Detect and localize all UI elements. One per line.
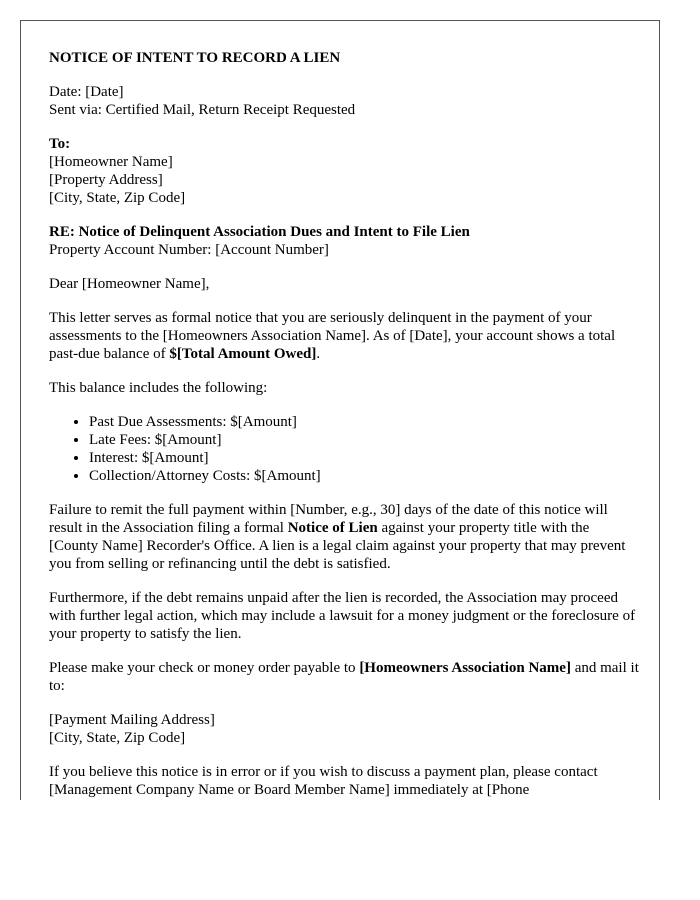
payment-mailing-address: [Payment Mailing Address] <box>49 712 215 728</box>
payment-city-state-zip: [City, State, Zip Code] <box>49 730 186 746</box>
letter-title: NOTICE OF INTENT TO RECORD A LIEN <box>49 50 341 66</box>
list-item: • Interest: $[Amount] <box>89 449 639 467</box>
paragraph-legal-action: Furthermore, if the debt remains unpaid after the lien is recorded, the Association may proceed with further legal action, which may include a lawsuit for a money judgment or the foreclosure of your property to satisfy the lien. <box>49 590 636 642</box>
paragraph-lien-warning-before: Failure to remit the full payment within [Number, e.g., 30] days of the date of this notice will result in the Association filing a formal <box>49 502 608 536</box>
paragraph-delinquency-text: This letter serves as formal notice that you are seriously delinquent in the payment of your assessments to the [Homeowners Association Name]. As of [Date], your account shows a total past-due balance of <box>49 310 616 362</box>
paragraph-payment-before: Please make your check or money order payable to <box>49 660 360 676</box>
payee-name: [Homeowners Association Name] <box>359 660 571 676</box>
recipient-address: [Property Address] <box>49 172 163 188</box>
re-line: RE: Notice of Delinquent Association Dues and Intent to File Lien <box>49 224 470 240</box>
document-page <box>20 20 660 800</box>
list-item: • Past Due Assessments: $[Amount] <box>89 413 639 431</box>
paragraph-lien-warning <box>49 501 639 573</box>
paragraph-payment-instructions <box>49 659 639 695</box>
list-item: • Late Fees: $[Amount] <box>89 431 639 449</box>
reference-block <box>49 223 639 259</box>
recipient-city-state-zip: [City, State, Zip Code] <box>49 190 186 206</box>
date-line: Date: [Date] <box>49 84 124 100</box>
payment-address-block <box>49 711 639 747</box>
header-block <box>49 83 639 119</box>
paragraph-lien-warning-after: against your property title with the [County Name] Recorder's Office. A lien is a legal claim against your property that may prevent you from selling or refinancing until the debt is satisfied. <box>49 520 626 572</box>
account-number-line: Property Account Number: [Account Number] <box>49 242 329 258</box>
list-item: • Collection/Attorney Costs: $[Amount] <box>89 467 639 485</box>
sent-via-line: Sent via: Certified Mail, Return Receipt Requested <box>49 102 356 118</box>
paragraph-delinquency <box>49 309 639 363</box>
balance-list <box>49 413 639 485</box>
notice-of-lien-term: Notice of Lien <box>287 520 378 536</box>
paragraph-payment-after: and mail it to: <box>49 660 639 694</box>
paragraph-delinquency-end: . <box>316 346 321 362</box>
recipient-name: [Homeowner Name] <box>49 154 173 170</box>
salutation: Dear [Homeowner Name], <box>49 276 210 292</box>
letter-body <box>49 49 639 800</box>
to-label: To: <box>49 136 71 152</box>
balance-intro: This balance includes the following: <box>49 380 268 396</box>
recipient-block <box>49 135 639 207</box>
total-amount-owed: $[Total Amount Owed] <box>169 346 317 362</box>
paragraph-contact: If you believe this notice is in error or if you wish to discuss a payment plan, please contact [Management Company Name or Board Member Name] immediately at [Phone <box>49 764 598 798</box>
